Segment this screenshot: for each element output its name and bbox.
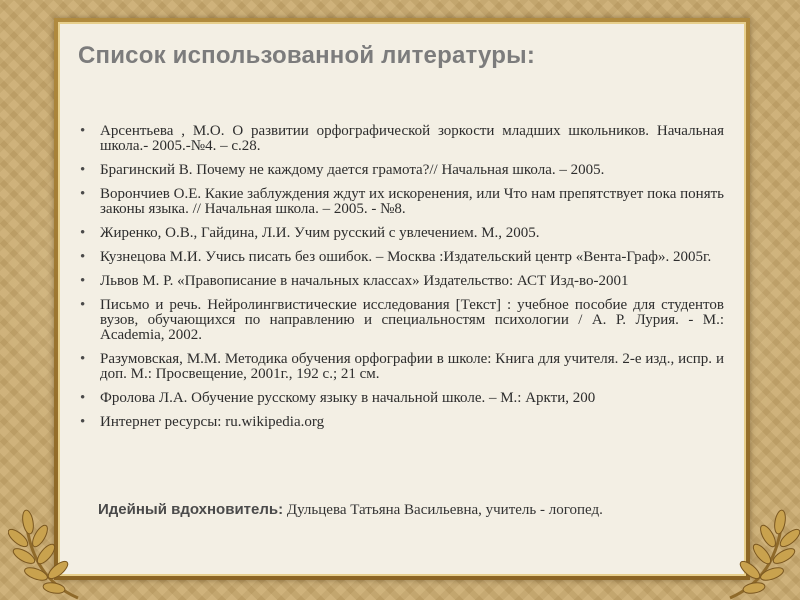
reference-text: Разумовская, М.М. Методика обучения орфографии в школе: Книга для учителя. 2-е изд., испр. и доп. М.: Просвещение, 2001г., 192 с.; 21 см. <box>100 351 724 382</box>
reference-item <box>78 274 724 289</box>
reference-item <box>78 298 724 343</box>
bullet-icon: • <box>80 225 86 241</box>
reference-list <box>78 124 724 439</box>
bullet-icon: • <box>80 390 86 406</box>
slide-panel <box>58 22 746 576</box>
bullet-icon: • <box>80 351 86 367</box>
bullet-icon: • <box>80 249 86 265</box>
bullet-icon: • <box>80 162 86 178</box>
bullet-icon: • <box>80 186 86 202</box>
reference-text: Интернет ресурсы: ru.wikipedia.org <box>100 414 325 430</box>
reference-item <box>78 124 724 154</box>
reference-item <box>78 250 724 265</box>
page-title: Список использованной литературы: <box>78 42 536 69</box>
bullet-icon: • <box>80 297 86 313</box>
reference-item <box>78 226 724 241</box>
reference-item <box>78 187 724 217</box>
laurel-left-icon <box>8 500 118 600</box>
reference-text: Письмо и речь. Нейролингвистические исследования [Текст] : учебное пособие для студентов вузов, обучающихся по направлению и специальностям психологии / А. Р. Лурия. - М.: Academia, 2002. <box>100 297 724 343</box>
reference-item <box>78 163 724 178</box>
slide-frame <box>54 18 750 580</box>
reference-item <box>78 391 724 406</box>
reference-item <box>78 415 724 430</box>
reference-text: Львов М. Р. «Правописание в начальных классах» Издательство: АСТ Изд-во-2001 <box>100 273 629 289</box>
credit-label: Идейный вдохновитель: <box>98 501 284 518</box>
laurel-right-icon <box>690 500 800 600</box>
reference-item <box>78 352 724 382</box>
reference-text: Фролова Л.А. Обучение русскому языку в начальной школе. – М.: Аркти, 200 <box>100 390 596 406</box>
credit-line <box>98 501 603 519</box>
reference-text: Жиренко, О.В., Гайдина, Л.И. Учим русский с увлечением. М., 2005. <box>100 225 540 241</box>
bullet-icon: • <box>80 273 86 289</box>
bullet-icon: • <box>80 414 86 430</box>
bullet-icon: • <box>80 123 86 139</box>
reference-text: Брагинский В. Почему не каждому дается грамота?// Начальная школа. – 2005. <box>100 162 605 178</box>
reference-text: Арсентьева , М.О. О развитии орфографической зоркости младших школьников. Начальная школа.- 2005.-№4. – с.28. <box>100 123 724 154</box>
reference-text: Ворончиев О.Е. Какие заблуждения ждут их искоренения, или Что нам препятствует пока понять законы языка. // Начальная школа. – 2005. - №8. <box>100 186 724 217</box>
reference-text: Кузнецова М.И. Учись писать без ошибок. – Москва :Издательский центр «Вента-Граф». 2005г. <box>100 249 712 265</box>
credit-name: Дульцева Татьяна Васильевна, учитель - логопед. <box>286 502 603 518</box>
